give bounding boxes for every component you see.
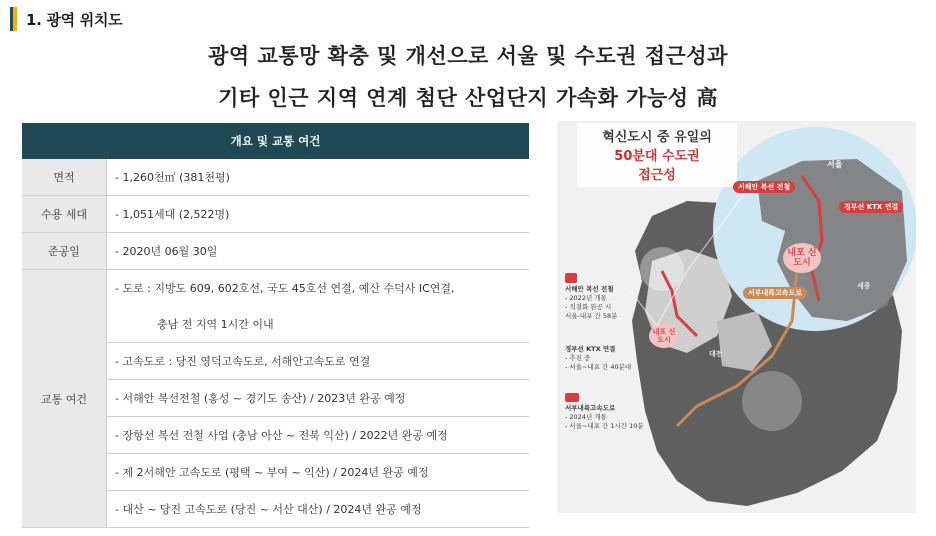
map-callout: [577, 123, 737, 187]
legend-rail-note: - 2022년 개통: [565, 294, 607, 302]
label-naepo-big: 내포 신도시: [783, 243, 821, 273]
label-seobu-highway: 서부내륙고속도로: [743, 287, 807, 299]
overview-table: [22, 123, 529, 528]
label-gyeongbu-ktx: 경부선 KTX 연결: [839, 201, 903, 213]
legend-highway-note: - 서울~내포 간 1시간 10분: [565, 422, 644, 430]
legend-highway-note: - 2024년 개통: [565, 413, 607, 421]
traffic-line: 충남 전 지역 1시간 이내: [107, 306, 530, 343]
traffic-line: - 제 2서해안 고속도로 (평택 ~ 부여 ~ 익산) / 2024년 완공 예정: [107, 454, 530, 491]
table-row: [22, 196, 529, 233]
legend-highway-title: 서부내륙고속도로: [565, 404, 616, 412]
legend-rail-title: 서해안 복선 전철: [565, 285, 614, 293]
row-key-traffic: 교통 여건: [22, 270, 107, 528]
label-seohaean-rail: 서해안 복선 전철: [733, 181, 795, 193]
row-key-area: 면적: [22, 159, 107, 196]
traffic-line: - 대산 ~ 당진 고속도로 (당진 ~ 서산 대산) / 2024년 완공 예정: [107, 491, 530, 528]
traffic-line: - 도로 : 지방도 609, 602호선, 국도 45호선 연결, 예산 수덕사 IC연결,: [115, 282, 455, 295]
headline-line1: 광역 교통망 확충 및 개선으로 서울 및 수도권 접근성과: [208, 44, 728, 68]
traffic-line: - 장항선 복선 전철 사업 (충남 아산 ~ 전북 익산) / 2022년 완공 예정: [107, 417, 530, 454]
section-marker: [10, 7, 17, 31]
headline-line2: 기타 인근 지역 연계 첨단 산업단지 가속화 가능성 高: [218, 86, 718, 110]
callout-line3: 접근성: [638, 168, 676, 183]
legend-ktx-note: - 추진 중: [565, 354, 591, 362]
callout-line1: 혁신도시 중 유일의: [602, 130, 712, 145]
regional-location-map: [557, 121, 916, 513]
legend-ktx-title: 경부선 KTX 연결: [565, 345, 616, 353]
legend-ktx: [565, 345, 665, 372]
legend-ktx-note: - 서울~내포 간 40분대: [565, 363, 632, 371]
car-icon: [565, 393, 579, 402]
legend-rail-note: - 직결화 완공 시: [565, 303, 612, 311]
row-key-completion: 준공일: [22, 233, 107, 270]
legend-rail-note: 서울-내포 간 58분: [565, 312, 618, 320]
label-naepo-small: 내포 신도시: [649, 324, 679, 348]
legend-highway: [565, 393, 665, 431]
label-seoul: 서울: [827, 160, 843, 169]
table-row: [22, 233, 529, 270]
section-header: [10, 8, 122, 30]
row-value-completion: - 2020년 06월 30일: [107, 233, 530, 270]
section-title: 1. 광역 위치도: [26, 10, 123, 29]
row-value-area: - 1,260천㎡ (381천평): [107, 159, 530, 196]
label-sejong: 세종: [857, 282, 871, 290]
traffic-line: - 서해안 복선전철 (홍성 ~ 경기도 송산) / 2023년 완공 예정: [107, 380, 530, 417]
table-header: 개요 및 교통 여건: [22, 123, 529, 159]
row-key-households: 수용 세대: [22, 196, 107, 233]
table-row: [22, 270, 529, 307]
train-icon: [565, 273, 577, 283]
row-value-households: - 1,051세대 (2,522명): [107, 196, 530, 233]
traffic-line: - 고속도로 : 당진 영덕고속도로, 서해안고속도로 연결: [107, 343, 530, 380]
region-circle: [742, 371, 802, 431]
table-row: [22, 159, 529, 196]
legend-rail: [565, 273, 665, 321]
label-daejeon: 대전: [709, 350, 723, 358]
callout-line2: 50분대 수도권: [614, 149, 700, 164]
